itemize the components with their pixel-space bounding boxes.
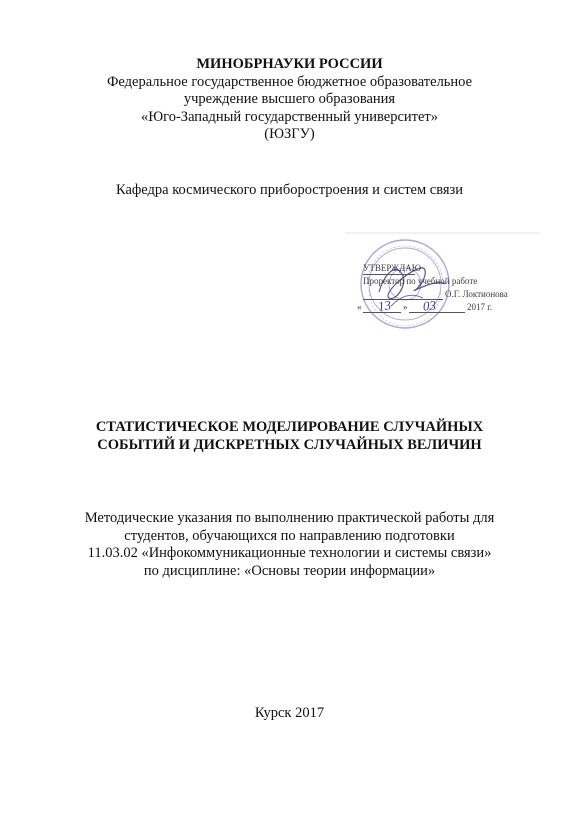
approval-stamp-block — [345, 232, 540, 360]
description-line-4: по дисциплине: «Основы теории информации» — [143, 562, 436, 579]
handwritten-month: 03 — [422, 297, 437, 314]
institution-line-2: учреждение высшего образования — [183, 91, 396, 107]
document-title — [0, 419, 579, 454]
approval-heading: УТВЕРЖДАЮ — [363, 263, 422, 273]
date-quote-close: » — [403, 302, 408, 312]
approver-name: О.Г. Локтионова — [445, 289, 508, 299]
document-description — [0, 510, 579, 580]
description-line-2: студентов, обучающихся по направлению подготовки — [124, 527, 455, 544]
date-month-line — [409, 312, 465, 313]
ministry-name: МИНОБРНАУКИ РОССИИ — [196, 56, 383, 72]
description-line-1: Методические указания по выполнению практической работы для — [84, 510, 495, 526]
institution-header — [0, 56, 579, 144]
city-year: Курск 2017 — [254, 705, 325, 721]
department-name: Кафедра космического приборостроения и систем связи — [115, 182, 464, 198]
institution-abbreviation: (ЮЗГУ) — [264, 126, 315, 142]
document-title-line-1: СТАТИСТИЧЕСКОЕ МОДЕЛИРОВАНИЕ СЛУЧАЙНЫХ — [95, 419, 484, 435]
approval-year: 2017 г. — [467, 302, 493, 312]
handwritten-day: 13 — [376, 297, 392, 314]
approval-heading-underline — [363, 274, 415, 275]
approval-post: Проректор по учебной работе — [363, 276, 478, 286]
date-quote-open: « — [357, 302, 362, 312]
institution-line-1: Федеральное государственное бюджетное образовательное — [106, 73, 473, 90]
official-seal-icon — [345, 232, 540, 360]
institution-line-3: «Юго-Западный государственный университет» — [140, 108, 439, 125]
description-line-3: 11.03.02 «Инфокоммуникационные технологии и системы связи» — [87, 545, 492, 561]
document-title-line-2: СОБЫТИЙ И ДИСКРЕТНЫХ СЛУЧАЙНЫХ ВЕЛИЧИН — [97, 436, 482, 453]
